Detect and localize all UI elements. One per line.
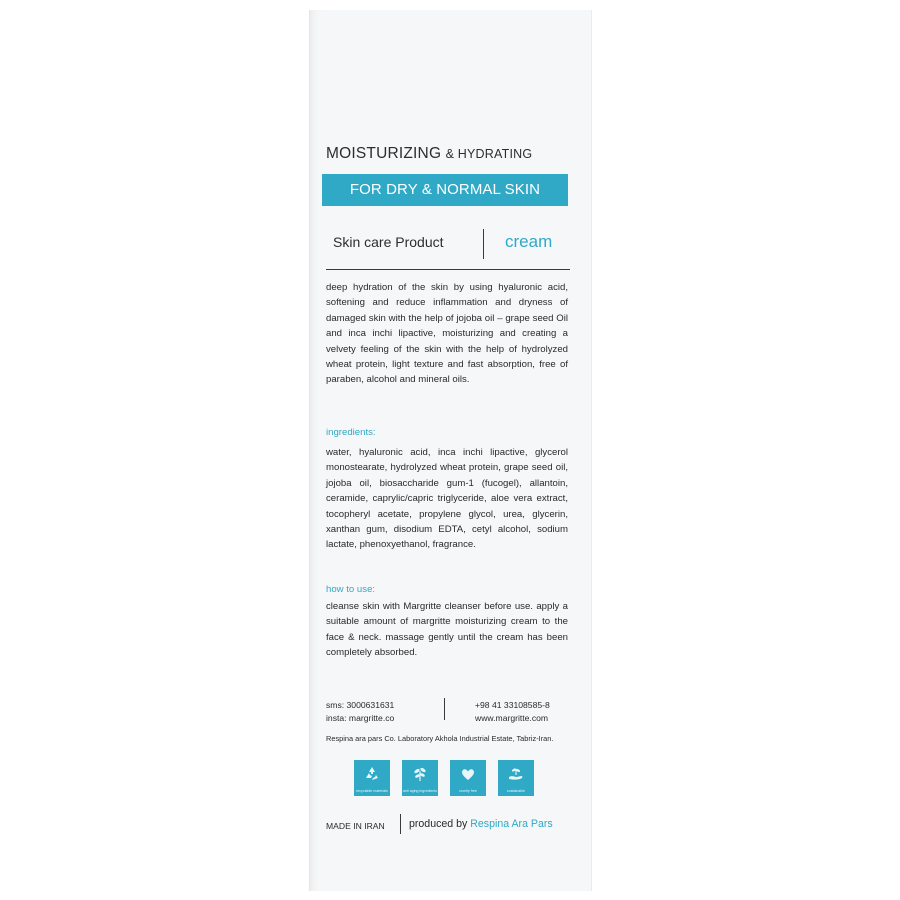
badge-label: sustainable <box>506 789 526 793</box>
badge-label: cruelty free <box>459 789 477 793</box>
contact-right <box>475 699 550 724</box>
divider <box>483 229 484 259</box>
sms-number: sms: 3000631631 <box>326 700 395 710</box>
instagram-handle: insta: margritte.co <box>326 712 395 723</box>
company-address: Respina ara pars Co. Laboratory Akhola Industrial Estate, Tabriz-Iran. <box>326 734 554 743</box>
how-to-use-heading: how to use: <box>326 584 376 595</box>
producer-prefix: produced by <box>409 818 468 830</box>
badge-anti-aging <box>402 760 438 796</box>
how-to-use-text: cleanse skin with Margritte cleanser before use. apply a suitable amount of margritte moisturizing cream to the face & neck. massage gently until the cream has been completely absorbed. <box>326 601 568 659</box>
product-title <box>326 145 576 163</box>
phone-number: +98 41 33108585-8 <box>475 700 550 710</box>
ingredients-list: water, hyaluronic acid, inca inchi lipactive, glycerol monostearate, hydrolyzed wheat protein, grape seed oil, jojoba oil, biosaccharide gum-1 (fucogel), allantoin, ceramide, caprylic/capric triglyceride, aloe vera extract, tocopheryl acetate, propylene glycol, urea, glycerin, xanthan gum, disodium EDTA, cetyl alcohol, sodium lactate, phenoxyethanol, fragrance. <box>326 447 568 551</box>
website: www.margritte.com <box>475 712 549 723</box>
product-type: Skin care Product <box>333 234 444 250</box>
badge-label: recyclable materials <box>356 789 388 793</box>
made-in: MADE IN IRAN <box>326 821 385 831</box>
title-secondary: & HYDRATING <box>445 147 533 161</box>
badge-sustainable <box>498 760 534 796</box>
hand-plant-icon <box>507 765 525 783</box>
producer-brand: Respina Ara Pars <box>470 818 553 830</box>
ingredients-heading: ingredients: <box>326 427 376 438</box>
product-form: cream <box>505 232 553 251</box>
heart-leaves-icon <box>459 765 477 783</box>
divider <box>326 269 570 270</box>
badge-recycle <box>354 760 390 796</box>
title-main: MOISTURIZING <box>326 145 442 162</box>
divider <box>400 814 401 834</box>
recycle-icon <box>363 765 381 783</box>
product-description: deep hydration of the skin by using hyaluronic acid, softening and reduce inflammation and dryness of damaged skin with the help of jojoba oil – grape seed Oil and inca inchi lipactive, moisturizing and creating a velvety feeling of the skin with the help of hydrolyzed wheat protein, light texture and fast absorption, free of paraben, alcohol and mineral oils. <box>326 282 568 386</box>
producer <box>409 818 553 830</box>
feature-badges <box>354 760 544 796</box>
badge-label: anti aging ingredients <box>402 789 438 793</box>
divider <box>444 698 445 720</box>
skin-type-banner: FOR DRY & NORMAL SKIN <box>322 174 568 206</box>
contact-left <box>326 699 394 724</box>
leaf-plant-icon <box>411 765 429 783</box>
badge-cruelty-free <box>450 760 486 796</box>
